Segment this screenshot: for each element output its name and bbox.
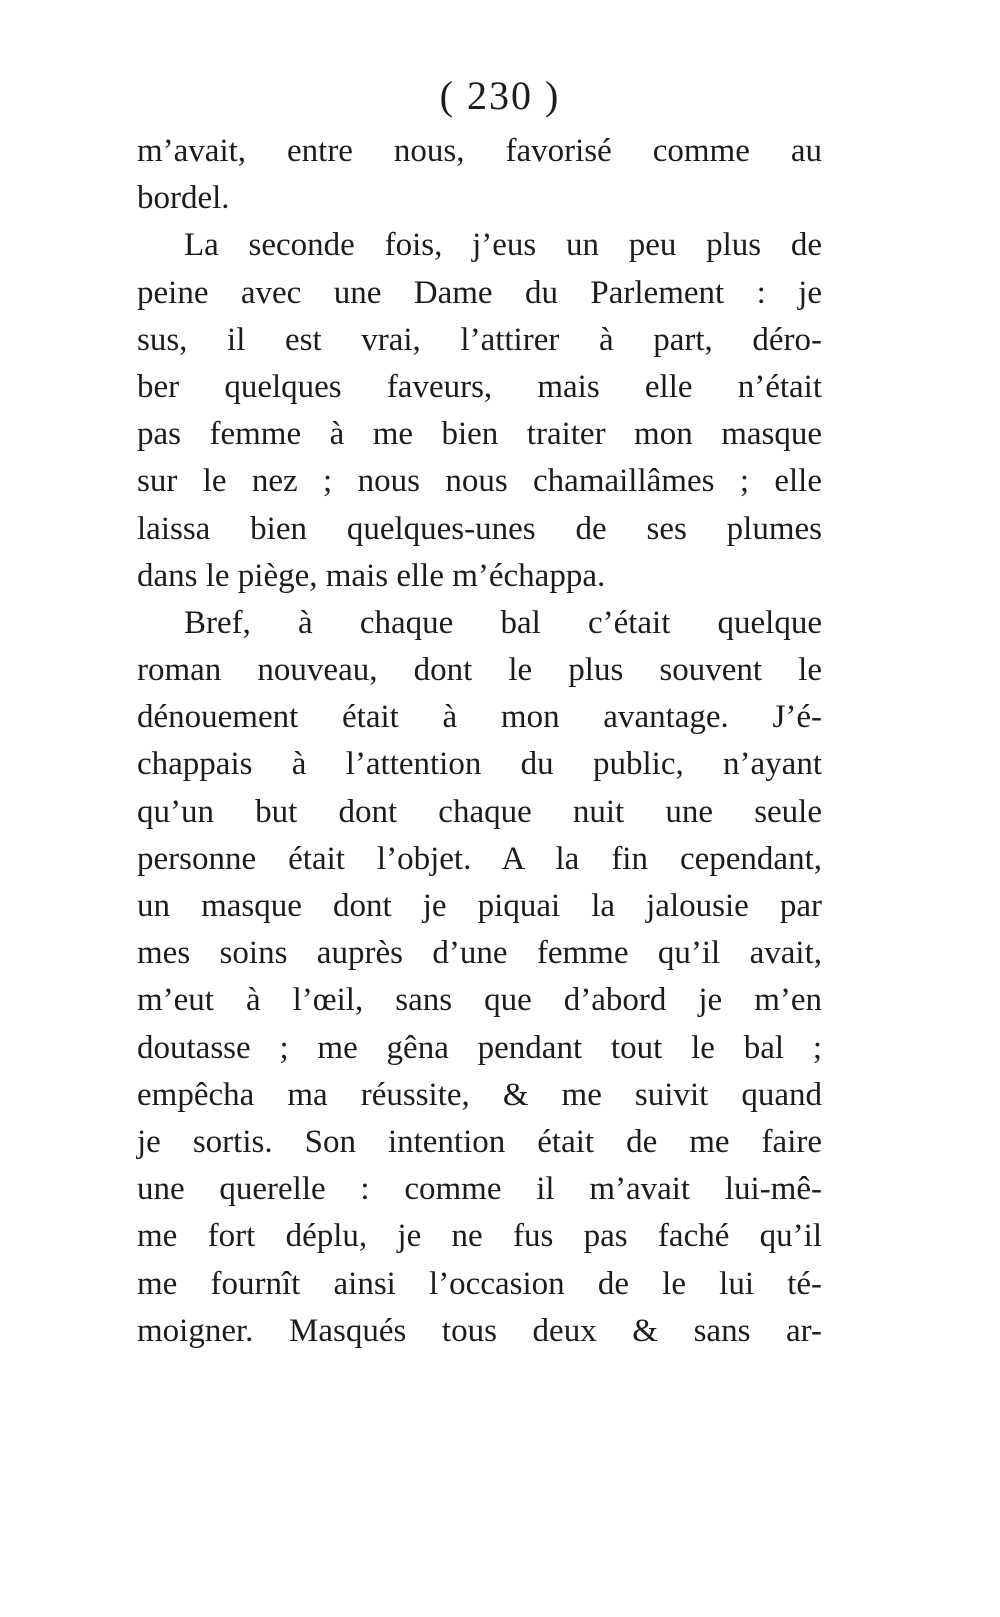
text-line: mes soins auprès d’une femme qu’il avait,	[137, 935, 822, 972]
text-line: ber quelques faveurs, mais elle n’était	[137, 368, 822, 405]
page-body-text	[137, 128, 822, 1355]
page-number: ( 230 )	[439, 73, 561, 118]
text-line: peine avec une Dame du Parlement : je	[137, 274, 822, 311]
text-line: Bref, à chaque bal c’était quelque	[184, 604, 822, 641]
text-line: m’avait, entre nous, favorisé comme au	[137, 133, 822, 169]
text-line: empêcha ma réussite, & me suivit quand	[137, 1076, 822, 1113]
text-line: une querelle : comme il m’avait lui-mê-	[137, 1171, 822, 1208]
text-line: roman nouveau, dont le plus souvent le	[137, 652, 822, 689]
text-line: je sortis. Son intention était de me faire	[137, 1123, 822, 1160]
text-line: sur le nez ; nous nous chamaillâmes ; elle	[137, 463, 822, 500]
text-line: doutasse ; me gêna pendant tout le bal ;	[137, 1029, 822, 1066]
text-line: moigner. Masqués tous deux & sans ar-	[137, 1312, 822, 1349]
text-line: chappais à l’attention du public, n’ayant	[137, 746, 822, 783]
text-line: dans le piège, mais elle m’échappa.	[137, 557, 606, 594]
text-line: dénouement était à mon avantage. J’é-	[137, 699, 822, 736]
text-line: un masque dont je piquai la jalousie par	[137, 888, 822, 924]
text-line: m’eut à l’œil, sans que d’abord je m’en	[137, 982, 822, 1019]
text-line: qu’un but dont chaque nuit une seule	[137, 793, 822, 830]
text-line: sus, il est vrai, l’attirer à part, déro-	[137, 321, 822, 358]
text-line: pas femme à me bien traiter mon masque	[137, 416, 822, 453]
text-line: me fournît ainsi l’occasion de le lui té-	[137, 1265, 822, 1302]
text-line: personne était l’objet. A la fin cependant,	[137, 840, 822, 877]
text-line: La seconde fois, j’eus un peu plus de	[184, 227, 822, 264]
text-line: bordel.	[137, 180, 230, 217]
text-line: laissa bien quelques-unes de ses plumes	[137, 510, 822, 547]
text-line: me fort déplu, je ne fus pas faché qu’il	[137, 1218, 822, 1255]
